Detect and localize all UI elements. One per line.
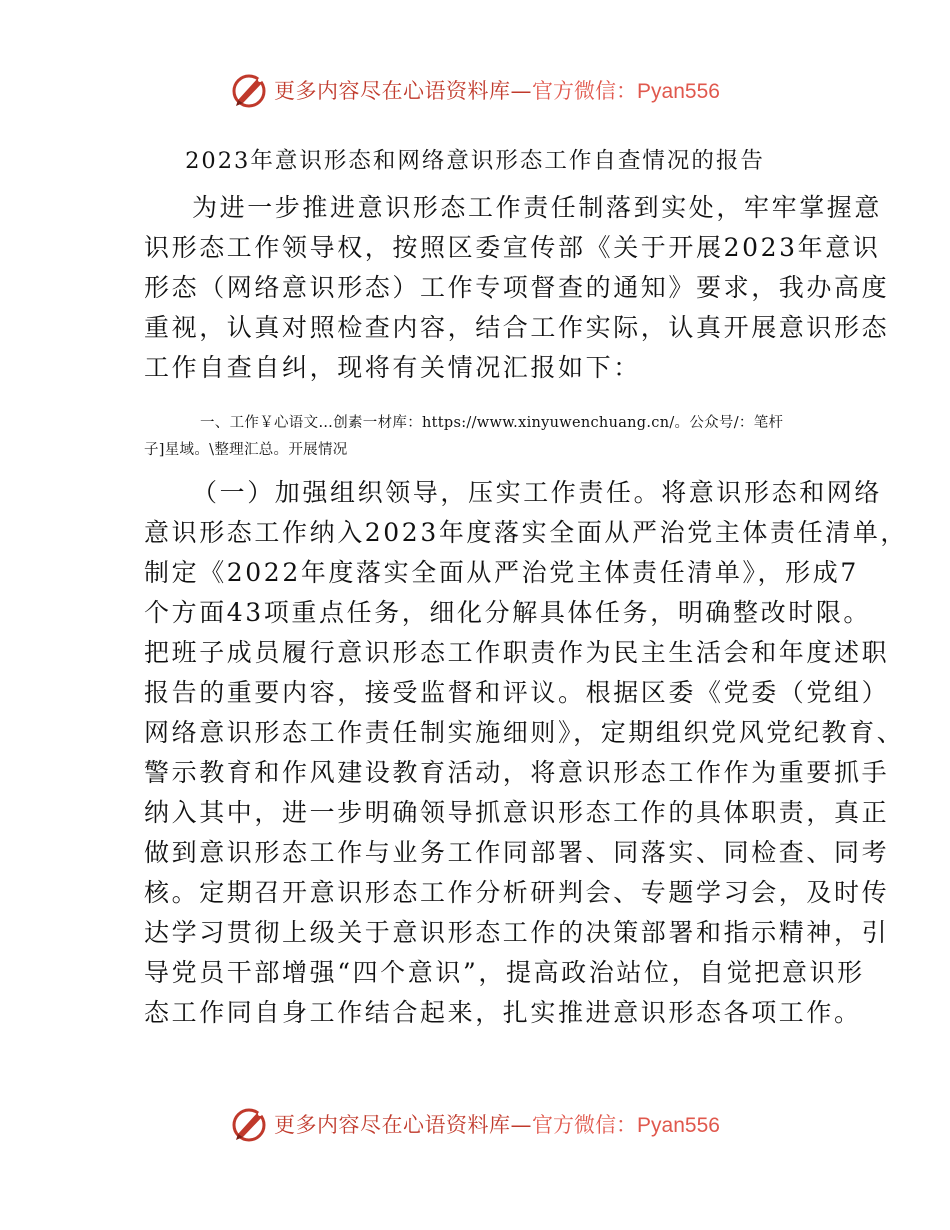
text-line: 工作自查自纠，现将有关情况汇报如下： <box>144 353 641 382</box>
text-line: 个方面43项重点任务，细化分解具体任务，明确整改时限。 <box>144 598 872 627</box>
text-line: 态工作同自身工作结合起来，扎实推进意识形态各项工作。 <box>144 998 862 1027</box>
text-line: 把班子成员履行意识形态工作职责作为民主生活会和年度述职 <box>144 638 890 667</box>
banner-contact: 官方微信：Pyan556 <box>532 80 720 103</box>
pen-logo-icon <box>230 1104 270 1144</box>
text-line: 重视，认真对照检查内容，结合工作实际，认真开展意识形态 <box>144 313 890 342</box>
text-line: 报告的重要内容，接受监督和评议。根据区委《党委（党组） <box>144 678 890 707</box>
text-line: 达学习贯彻上级关于意识形态工作的决策部署和指示精神，引 <box>144 918 890 947</box>
text-line: 核。定期召开意识形态工作分析研判会、专题学习会，及时传 <box>144 878 890 907</box>
section-heading <box>144 410 824 464</box>
section1-paragraph <box>144 473 909 1033</box>
text-line: 识形态工作领导权，按照区委宣传部《关于开展2023年意识 <box>144 233 881 262</box>
text-line: 意识形态工作纳入2023年度落实全面从严治党主体责任清单， <box>144 518 909 547</box>
banner-contact: 官方微信：Pyan556 <box>532 1114 720 1137</box>
text-line: 纳入其中，进一步明确领导抓意识形态工作的具体职责，真正 <box>144 798 890 827</box>
text-line: 做到意识形态工作与业务工作同部署、同落实、同检查、同考 <box>144 838 890 867</box>
heading-line: 子]星域。\整理汇总。开展情况 <box>144 442 348 458</box>
text-line: 警示教育和作风建设教育活动，将意识形态工作作为重要抓手 <box>144 758 890 787</box>
pen-logo-icon <box>230 70 270 110</box>
text-line: 网络意识形态工作责任制实施细则》，定期组织党风党纪教育、 <box>144 718 905 747</box>
banner-text: 更多内容尽在心语资料库— <box>274 79 533 103</box>
text-line: 制定《2022年度落实全面从严治党主体责任清单》，形成7 <box>144 558 859 587</box>
header-banner <box>0 68 950 112</box>
text-line: （一）加强组织领导，压实工作责任。将意识形态和网络 <box>192 478 883 507</box>
text-line: 形态（网络意识形态）工作专项督查的通知》要求，我办高度 <box>144 273 890 302</box>
banner-text: 更多内容尽在心语资料库— <box>274 1113 533 1137</box>
document-title: 2023年意识形态和网络意识形态工作自查情况的报告 <box>185 148 765 174</box>
footer-banner <box>0 1102 950 1146</box>
intro-paragraph <box>144 188 890 388</box>
heading-line: 一、工作￥心语文…创素一材库：https://www.xinyuwenchuang.cn/。公众号/：笔杆 <box>200 415 784 431</box>
text-line: 为进一步推进意识形态工作责任制落到实处，牢牢掌握意 <box>192 193 883 222</box>
text-line: 导党员干部增强“四个意识”，提高政治站位，自觉把意识形 <box>144 958 865 987</box>
